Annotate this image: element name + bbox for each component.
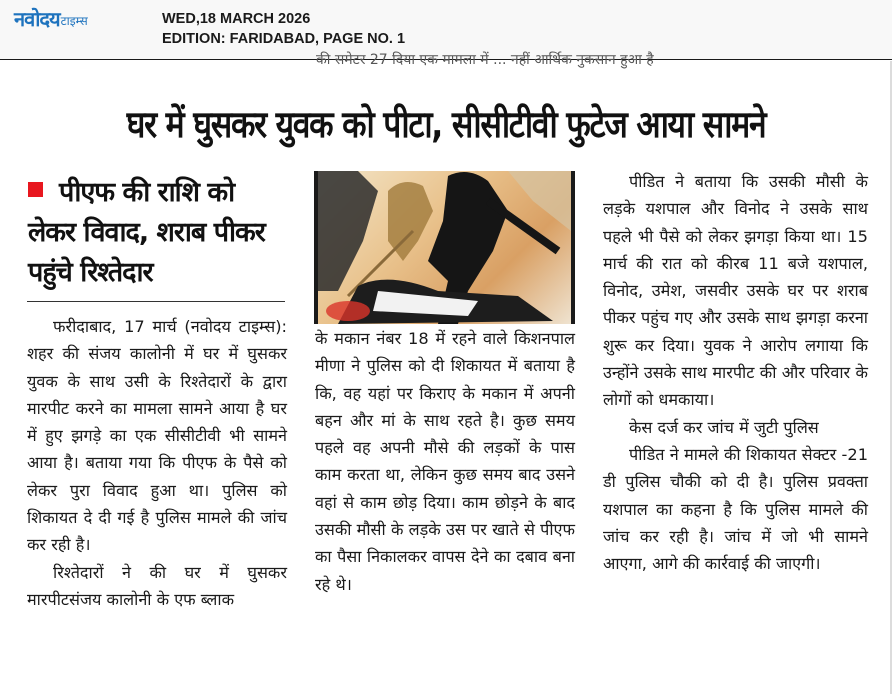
article-column-2 xyxy=(315,325,575,598)
newspaper-logo[interactable] xyxy=(14,8,88,30)
logo-sub-text: टाइम्स xyxy=(60,14,88,28)
section-subheading: केस दर्ज कर जांच में जुटी पुलिस xyxy=(629,417,819,437)
assault-illustration-icon xyxy=(318,171,571,324)
article-subheadline xyxy=(28,173,288,293)
article-image xyxy=(314,171,575,324)
divider xyxy=(27,301,285,302)
subheadline-text: पीएफ की राशि को लेकर विवाद, शराब पीकर पहुंचे रिश्तेदार xyxy=(28,177,265,288)
article-headline: घर में घुसकर युवक को पीटा, सीसीटीवी फुटेज आया सामने xyxy=(126,103,766,146)
paragraph: फरीदाबाद, 17 मार्च (नवोदय टाइम्स): शहर की संजय कालोनी में घर में घुसकर युवक के साथ उसी के रिश्तेदारों के द्वारा मारपीट करने का मामला सामने आया है घर में हुए झगड़े का एक सीसीटीवी भी सामने आया है। बताया गया कि पीएफ के पैसे को लेकर पुरा विवाद हुआ था। पुलिस को शिकायत दे दी गई है पुलिस मामले की जांच कर रही है। xyxy=(27,317,287,555)
logo-main-text: नवोदय xyxy=(14,7,60,31)
paragraph: पीडित ने मामले की शिकायत सेक्टर -21 डी पुलिस चौकी को दी है। पुलिस प्रवक्ता यशपाल का कहना है कि पुलिस मामले की जांच कर रही है। जांच में जो भी सामने आएगा, आगे की कार्रवाई की जाएगी। xyxy=(603,444,868,574)
edition-page: EDITION: FARIDABAD, PAGE NO. 1 xyxy=(162,31,406,47)
paragraph: रिश्तेदारों ने की घर में घुसकर मारपीटसंजय कालोनी के एफ ब्लाक xyxy=(27,562,287,609)
article-column-1 xyxy=(27,313,287,613)
article-column-3 xyxy=(603,168,868,577)
top-bar xyxy=(0,0,892,60)
cut-off-text: की समेटर 27 दिया एक मामला में ... नहीं आर्थिक नुकसान हुआ है xyxy=(316,52,654,68)
paragraph: के मकान नंबर 18 में रहने वाले किशनपाल मीणा ने पुलिस को दी शिकायत में बताया है कि, वह यहां पर किराए के मकान में अपनी बहन और मां के साथ रहते है। कुछ समय पहले वह अपनी मौसे की लड़कों के पास काम करता था, लेकिन कुछ समय बाद उसने वहां से काम छोड़ दिया। काम छोड़ने के बाद उसकी मौसी के लड़के उस पर खाते से पीएफ का पैसा निकालकर वापस देने का दबाव बना रहे थे। xyxy=(315,329,575,594)
issue-date: WED,18 MARCH 2026 xyxy=(162,11,311,27)
edition-info xyxy=(162,9,405,49)
red-square-bullet-icon xyxy=(28,182,43,197)
paragraph: पीडित ने बताया कि उसकी मौसी के लड़के यशपाल और विनोद ने उसके साथ पहले भी पैसे को लेकर झगड़ा किया था। 15 मार्च की रात को कीरब 11 बजे यशपाल, विनोद, उमेश, जसवीर उसके घर पर शराब पीकर पहुंच गए और उसके साथ झगड़ा करना शुरू कर दिया। युवक ने आरोप लगाया कि उन्होंने उसके साथ मारपीट की और परिवार के लोगों को धमकाया। xyxy=(603,172,868,410)
newspaper-clipping xyxy=(0,52,892,694)
